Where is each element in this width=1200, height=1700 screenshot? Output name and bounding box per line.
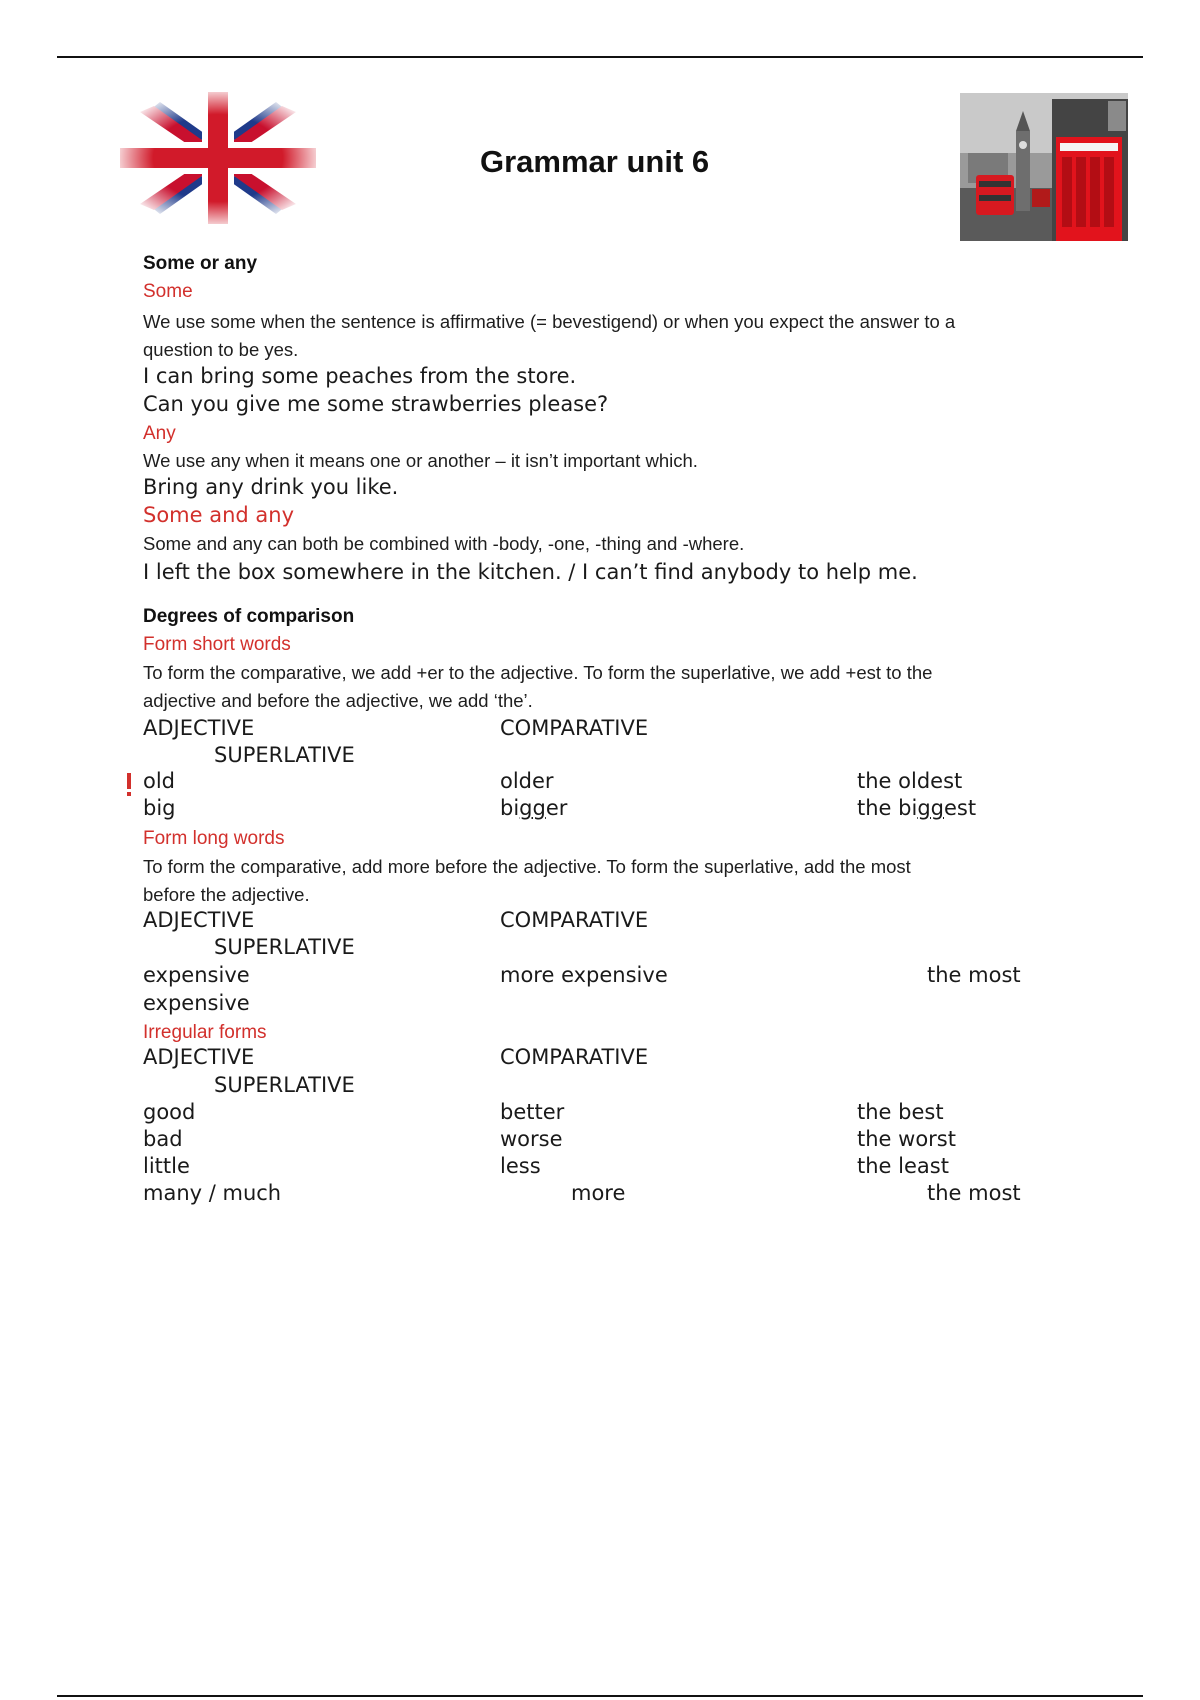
short-words-explanation-2: adjective and before the adjective, we add ‘the’. xyxy=(143,690,533,711)
col-header-adjective: ADJECTIVE xyxy=(143,1045,255,1069)
subheading-any: Any xyxy=(143,423,176,444)
long-row-superlative-wrap: expensive xyxy=(143,991,250,1015)
uk-flag-image xyxy=(120,92,316,224)
irregular-row-adjective: many / much xyxy=(143,1181,282,1205)
irregular-row-comparative: worse xyxy=(500,1127,563,1151)
some-example-2: Can you give me some strawberries please? xyxy=(143,392,609,416)
any-explanation: We use any when it means one or another – it isn’t important which. xyxy=(143,450,698,471)
bottom-rule xyxy=(57,1695,1143,1697)
col-header-superlative: SUPERLATIVE xyxy=(214,1073,355,1097)
any-example: Bring any drink you like. xyxy=(143,475,399,499)
section-heading-some-any: Some or any xyxy=(143,253,258,274)
short-row-adjective: big xyxy=(143,796,176,820)
subheading-long-words: Form long words xyxy=(143,828,285,849)
long-row-adjective: expensive xyxy=(143,963,250,987)
subheading-irregular: Irregular forms xyxy=(143,1022,267,1043)
irregular-row-adjective: little xyxy=(143,1154,190,1178)
some-example-1: I can bring some peaches from the store. xyxy=(143,364,577,388)
col-header-comparative: COMPARATIVE xyxy=(500,1045,649,1069)
irregular-row-superlative: the least xyxy=(857,1154,949,1178)
irregular-row-adjective: bad xyxy=(143,1127,183,1151)
col-header-adjective: ADJECTIVE xyxy=(143,716,255,740)
irregular-row-superlative: the worst xyxy=(857,1127,956,1151)
col-header-adjective: ADJECTIVE xyxy=(143,908,255,932)
irregular-row-adjective: good xyxy=(143,1100,196,1124)
london-photo-image xyxy=(960,93,1128,241)
col-header-superlative: SUPERLATIVE xyxy=(214,743,355,767)
some-and-any-explanation: Some and any can both be combined with -body, -one, -thing and -where. xyxy=(143,533,745,554)
col-header-superlative: SUPERLATIVE xyxy=(214,935,355,959)
long-words-explanation-2: before the adjective. xyxy=(143,884,310,905)
top-rule xyxy=(57,56,1143,58)
subheading-some-and-any: Some and any xyxy=(143,503,295,527)
short-row-adjective: old xyxy=(143,769,176,793)
some-and-any-example: I left the box somewhere in the kitchen. / I can’t find anybody to help me. xyxy=(143,560,918,584)
col-header-comparative: COMPARATIVE xyxy=(500,908,649,932)
short-words-explanation-1: To form the comparative, we add +er to the adjective. To form the superlative, we add +est to the xyxy=(143,662,933,683)
some-explanation-line-1: We use some when the sentence is affirmative (= bevestigend) or when you expect the answer to a xyxy=(143,311,956,332)
section-heading-comparison: Degrees of comparison xyxy=(143,606,355,627)
irregular-row-comparative: less xyxy=(500,1154,541,1178)
irregular-row-comparative: better xyxy=(500,1100,565,1124)
col-header-comparative: COMPARATIVE xyxy=(500,716,649,740)
page-title: Grammar unit 6 xyxy=(480,144,710,179)
short-row-superlative: the oldest xyxy=(857,769,963,793)
revision-mark-icon xyxy=(127,773,131,797)
subheading-some: Some xyxy=(143,281,193,302)
irregular-row-comparative: more xyxy=(571,1181,626,1205)
long-row-superlative: the most xyxy=(927,963,1021,987)
irregular-row-superlative: the most xyxy=(927,1181,1021,1205)
long-row-comparative: more expensive xyxy=(500,963,668,987)
short-row-comparative: bigger xyxy=(500,796,568,820)
some-explanation-line-2: question to be yes. xyxy=(143,339,299,360)
short-row-comparative: older xyxy=(500,769,554,793)
short-row-superlative: the biggest xyxy=(857,796,977,820)
irregular-row-superlative: the best xyxy=(857,1100,944,1124)
subheading-short-words: Form short words xyxy=(143,634,291,655)
long-words-explanation-1: To form the comparative, add more before the adjective. To form the superlative, add the most xyxy=(143,856,911,877)
